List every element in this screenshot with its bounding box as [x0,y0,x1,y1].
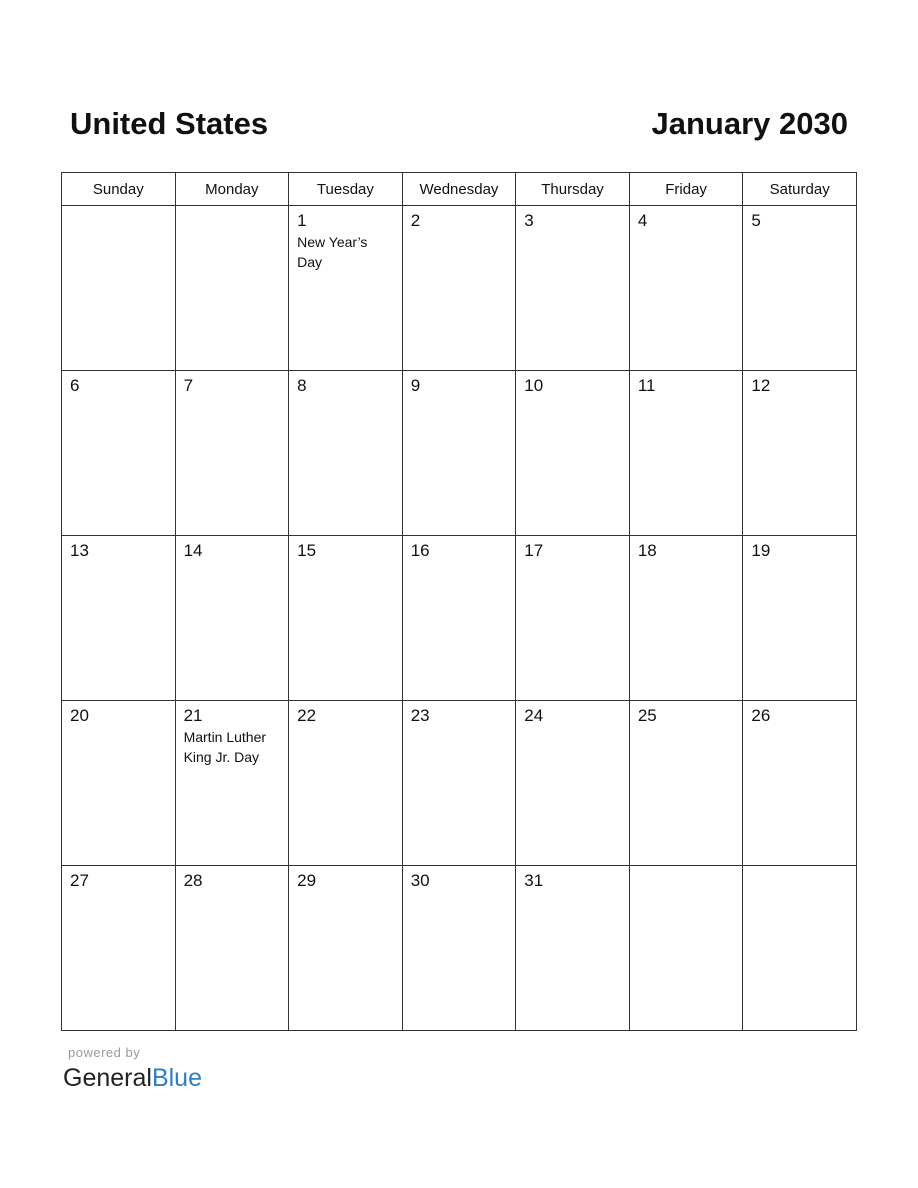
brand-name-second: Blue [151,1064,202,1092]
day-number: 6 [70,376,80,395]
day-number: 17 [524,541,544,560]
day-cell [516,206,630,371]
day-number: 28 [183,871,203,890]
day-number [176,206,289,210]
day-number: 7 [183,376,194,395]
day-number [630,866,743,870]
day-cell [629,371,743,536]
day-number: 12 [751,376,771,395]
day-number: 14 [183,541,203,560]
day-number: 27 [70,871,89,890]
day-cell [62,866,176,1031]
holiday-label: New Year’s Day [297,234,368,270]
day-number: 2 [410,211,421,230]
day-cell [743,206,857,371]
day-cell [289,701,403,866]
country-title: United States [70,106,269,141]
day-number: 15 [297,541,317,560]
day-number: 22 [297,706,317,725]
day-cell [402,371,516,536]
day-cell [743,536,857,701]
day-cell [629,536,743,701]
day-cell [62,701,176,866]
day-number: 5 [751,211,761,230]
day-number: 11 [637,376,656,395]
day-cell [402,206,516,371]
weekday-header: Tuesday [289,173,403,206]
weekday-header: Saturday [743,173,857,206]
week-row [62,206,857,371]
day-number: 20 [70,706,89,725]
day-cell [62,371,176,536]
holiday-label: Martin Luther King Jr. Day [183,729,267,765]
day-number: 3 [524,211,534,230]
week-row [62,371,857,536]
day-number: 1 [297,211,307,230]
day-cell [175,536,289,701]
day-cell [516,701,630,866]
day-cell [62,206,176,371]
day-cell [743,701,857,866]
weekday-header: Wednesday [402,173,516,206]
day-cell [402,536,516,701]
weekday-header-row [62,173,857,206]
day-number: 4 [637,211,648,230]
day-number: 10 [524,376,544,395]
week-row [62,536,857,701]
day-cell [516,866,630,1031]
day-number: 24 [524,706,544,725]
day-cell [289,866,403,1031]
day-cell [175,866,289,1031]
day-cell [743,371,857,536]
weekday-header: Friday [629,173,743,206]
weekday-header: Thursday [516,173,630,206]
week-row [62,701,857,866]
day-cell [175,701,289,866]
day-cell [289,536,403,701]
day-cell [743,866,857,1031]
day-cell [629,866,743,1031]
brand-logo[interactable] [63,1062,202,1094]
day-cell [516,536,630,701]
day-number: 18 [637,541,657,560]
weekday-header: Sunday [62,173,176,206]
week-row [62,866,857,1031]
day-cell [629,701,743,866]
day-number: 13 [70,541,89,560]
day-cell [629,206,743,371]
day-number: 8 [297,376,307,395]
day-number: 23 [410,706,430,725]
weekday-header: Monday [175,173,289,206]
day-cell [516,371,630,536]
brand-name-first: General [63,1064,152,1092]
day-number: 9 [410,376,421,395]
powered-by-text: powered by [68,1045,141,1060]
day-number: 29 [297,871,317,890]
day-number: 30 [410,871,430,890]
day-number: 21 [183,706,203,725]
day-cell [175,371,289,536]
day-number: 16 [410,541,430,560]
day-cell [402,866,516,1031]
day-cell [402,701,516,866]
day-cell [175,206,289,371]
day-cell [289,371,403,536]
day-number: 31 [524,871,544,890]
day-number: 26 [751,706,771,725]
day-number: 25 [637,706,657,725]
day-number [743,866,856,870]
day-number [62,206,175,210]
day-cell [62,536,176,701]
month-year-title: January 2030 [651,106,848,141]
day-number: 19 [751,541,771,560]
day-cell [289,206,403,371]
calendar-grid [61,172,857,1031]
